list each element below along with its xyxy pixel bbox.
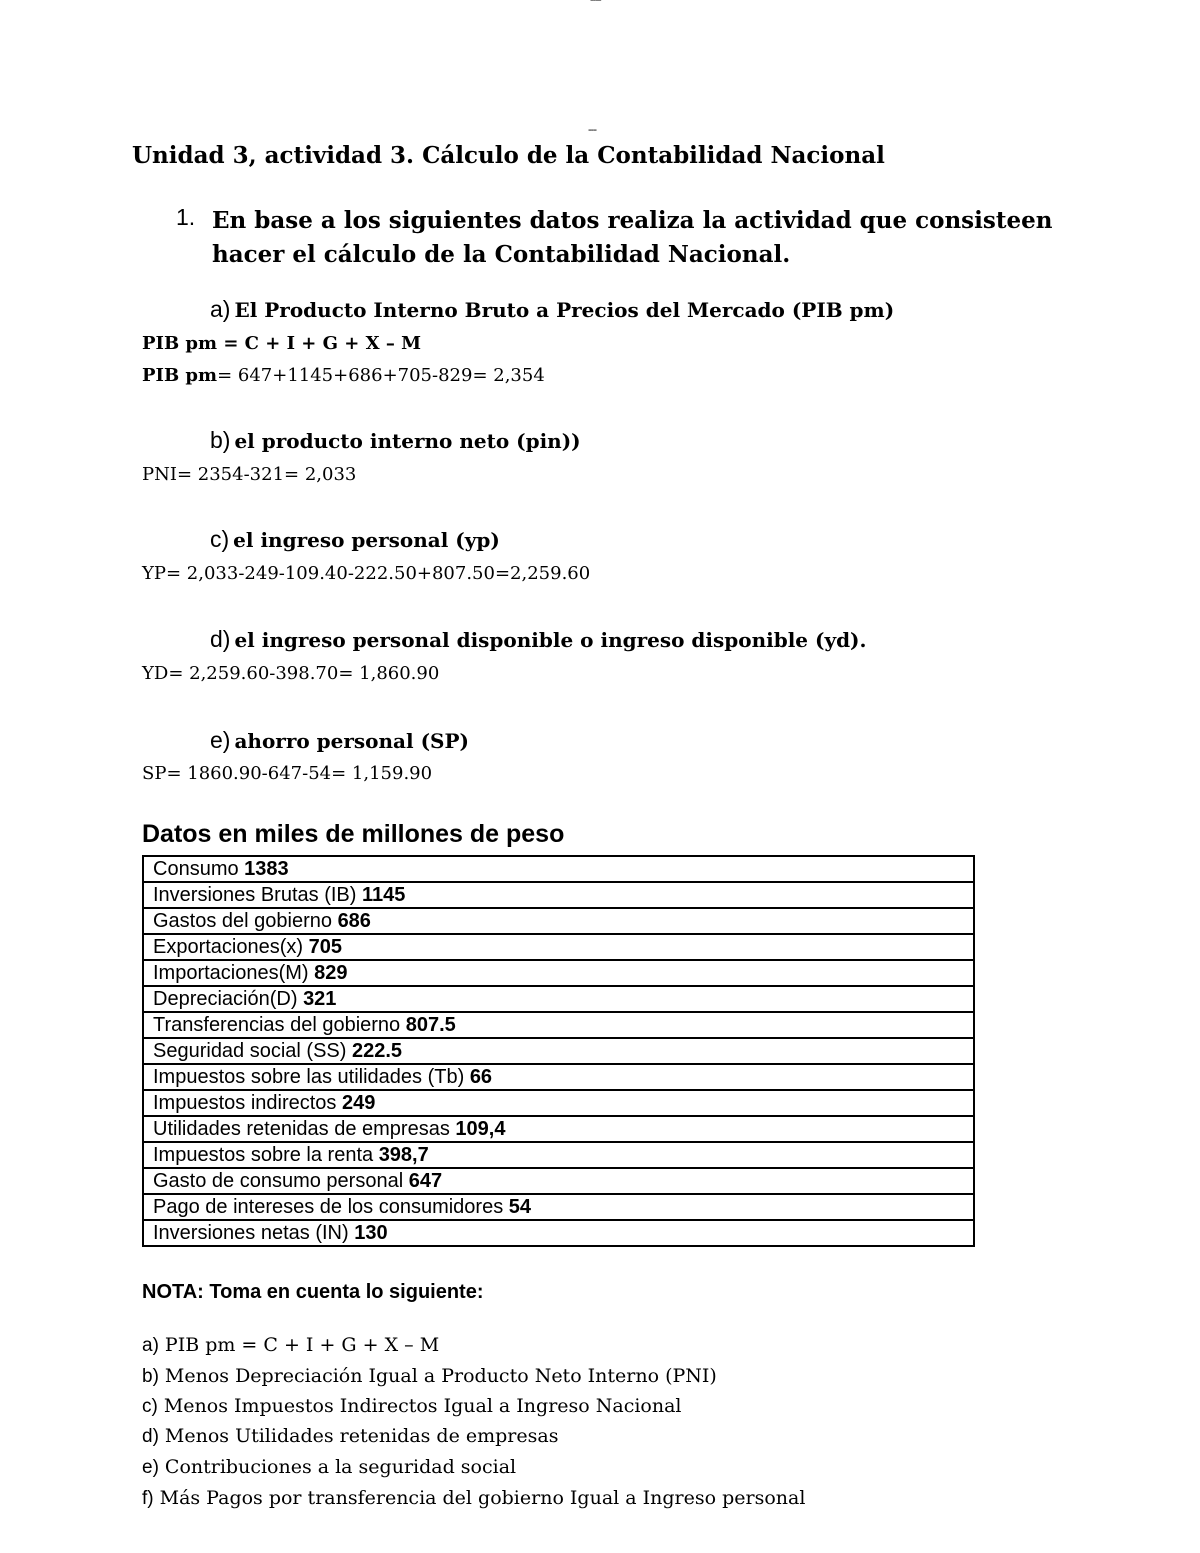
note-item bbox=[142, 1365, 717, 1388]
section-b-heading bbox=[210, 427, 581, 454]
document-title: Unidad 3, actividad 3. Cálculo de la Contabilidad Nacional bbox=[132, 142, 885, 169]
calc-value: = 647+1145+686+705-829= 2,354 bbox=[217, 365, 545, 386]
row-value: 1383 bbox=[244, 858, 289, 880]
row-label: Inversiones netas (IN) bbox=[153, 1222, 355, 1244]
row-value: 130 bbox=[354, 1222, 388, 1244]
section-letter: e) bbox=[210, 727, 231, 753]
table-row bbox=[143, 1116, 974, 1142]
row-label: Inversiones Brutas (IB) bbox=[153, 884, 362, 906]
row-value: 109,4 bbox=[455, 1118, 506, 1140]
table-row bbox=[143, 1194, 974, 1220]
table-cell bbox=[143, 1220, 974, 1246]
row-value: 686 bbox=[337, 910, 371, 932]
note-text: Menos Impuestos Indirectos Igual a Ingreso Nacional bbox=[163, 1395, 682, 1417]
question-number: 1. bbox=[176, 204, 196, 230]
row-value: 829 bbox=[314, 962, 348, 984]
table-cell bbox=[143, 1194, 974, 1220]
row-value: 54 bbox=[508, 1196, 532, 1218]
table-row bbox=[143, 1142, 974, 1168]
row-value: 807.5 bbox=[405, 1014, 456, 1036]
section-letter: d) bbox=[210, 626, 231, 652]
section-a-calc bbox=[142, 365, 545, 386]
table-cell bbox=[143, 1090, 974, 1116]
section-b-calc: PNI= 2354-321= 2,033 bbox=[142, 464, 357, 485]
table-title: Datos en miles de millones de peso bbox=[142, 820, 565, 848]
row-value: 705 bbox=[308, 936, 342, 958]
row-value: 398,7 bbox=[378, 1144, 429, 1166]
row-label: Exportaciones(x) bbox=[153, 936, 309, 958]
row-value: 222.5 bbox=[351, 1040, 403, 1062]
note-text: Contribuciones a la seguridad social bbox=[164, 1456, 517, 1478]
table-cell bbox=[143, 1116, 974, 1142]
section-a-heading bbox=[210, 296, 894, 323]
row-label: Transferencias del gobierno bbox=[153, 1014, 406, 1036]
table-row bbox=[143, 960, 974, 986]
note-item bbox=[142, 1487, 805, 1510]
note-text: PIB pm = C + I + G + X – M bbox=[164, 1334, 440, 1356]
note-title: NOTA: Toma en cuenta lo siguiente: bbox=[142, 1281, 484, 1303]
table-cell bbox=[143, 1038, 974, 1064]
table-row bbox=[143, 1168, 974, 1194]
table-row bbox=[143, 856, 974, 882]
table-cell bbox=[143, 882, 974, 908]
question-text: En base a los siguientes datos realiza la actividad que consisteen hacer el cálculo de la Contabilidad Nacional. bbox=[212, 207, 1053, 268]
section-d-calc: YD= 2,259.60-398.70= 1,860.90 bbox=[142, 663, 440, 684]
note-text: Menos Utilidades retenidas de empresas bbox=[164, 1425, 559, 1447]
table-cell bbox=[143, 960, 974, 986]
note-item bbox=[142, 1395, 682, 1418]
section-c-calc: YP= 2,033-249-109.40-222.50+807.50=2,259.60 bbox=[142, 563, 591, 584]
section-heading-text: el ingreso personal (yp) bbox=[233, 528, 500, 552]
section-heading-text: ahorro personal (SP) bbox=[234, 729, 469, 753]
table-row bbox=[143, 908, 974, 934]
row-label: Impuestos indirectos bbox=[153, 1092, 342, 1114]
data-table bbox=[142, 855, 975, 1247]
table-row bbox=[143, 986, 974, 1012]
note-item bbox=[142, 1456, 516, 1479]
table-cell bbox=[143, 934, 974, 960]
row-value: 66 bbox=[469, 1066, 493, 1088]
row-label: Impuestos sobre la renta bbox=[153, 1144, 379, 1166]
row-label: Seguridad social (SS) bbox=[153, 1040, 352, 1062]
section-heading-text: el ingreso personal disponible o ingreso disponible (yd). bbox=[234, 628, 867, 652]
table-row bbox=[143, 882, 974, 908]
table-row bbox=[143, 1038, 974, 1064]
row-value: 1145 bbox=[361, 884, 406, 906]
table-cell bbox=[143, 908, 974, 934]
note-letter: d) bbox=[142, 1426, 159, 1447]
section-letter: c) bbox=[210, 526, 230, 552]
table-cell bbox=[143, 986, 974, 1012]
section-c-heading bbox=[210, 526, 500, 553]
row-value: 321 bbox=[303, 988, 337, 1010]
section-heading-text: el producto interno neto (pin)) bbox=[234, 429, 581, 453]
note-text: Más Pagos por transferencia del gobierno Igual a Ingreso personal bbox=[159, 1487, 806, 1509]
section-e-calc: SP= 1860.90-647-54= 1,159.90 bbox=[142, 763, 433, 784]
row-label: Gasto de consumo personal bbox=[153, 1170, 409, 1192]
table-cell bbox=[143, 856, 974, 882]
table-cell bbox=[143, 1142, 974, 1168]
row-value: 647 bbox=[408, 1170, 443, 1192]
section-e-heading bbox=[210, 727, 469, 754]
table-row bbox=[143, 1064, 974, 1090]
section-a-formula: PIB pm = C + I + G + X – M bbox=[142, 333, 422, 354]
row-label: Consumo bbox=[153, 858, 245, 880]
header-mark: --- bbox=[588, 124, 596, 136]
row-label: Gastos del gobierno bbox=[153, 910, 338, 932]
section-letter: b) bbox=[210, 427, 231, 453]
table-row bbox=[143, 1012, 974, 1038]
row-label: Importaciones(M) bbox=[153, 962, 315, 984]
note-letter: a) bbox=[142, 1335, 159, 1356]
row-label: Pago de intereses de los consumidores bbox=[153, 1196, 509, 1218]
note-letter: f) bbox=[142, 1488, 154, 1509]
section-d-heading bbox=[210, 626, 866, 653]
row-label: Impuestos sobre las utilidades (Tb) bbox=[153, 1066, 470, 1088]
note-item bbox=[142, 1425, 558, 1448]
row-value: 249 bbox=[341, 1092, 376, 1114]
note-letter: c) bbox=[142, 1396, 158, 1417]
table-cell bbox=[143, 1064, 974, 1090]
row-label: Utilidades retenidas de empresas bbox=[153, 1118, 456, 1140]
table-cell bbox=[143, 1168, 974, 1194]
section-letter: a) bbox=[210, 296, 231, 322]
table-cell bbox=[143, 1012, 974, 1038]
table-row bbox=[143, 934, 974, 960]
note-item bbox=[142, 1334, 439, 1357]
note-letter: b) bbox=[142, 1366, 159, 1387]
table-row bbox=[143, 1220, 974, 1246]
page-top-mark: ---- bbox=[590, 0, 601, 6]
note-letter: e) bbox=[142, 1457, 159, 1478]
table-row bbox=[143, 1090, 974, 1116]
calc-label: PIB pm bbox=[142, 365, 218, 386]
section-heading-text: El Producto Interno Bruto a Precios del Mercado (PIB pm) bbox=[234, 298, 895, 322]
row-label: Depreciación(D) bbox=[153, 988, 304, 1010]
note-text: Menos Depreciación Igual a Producto Neto Interno (PNI) bbox=[164, 1365, 717, 1387]
